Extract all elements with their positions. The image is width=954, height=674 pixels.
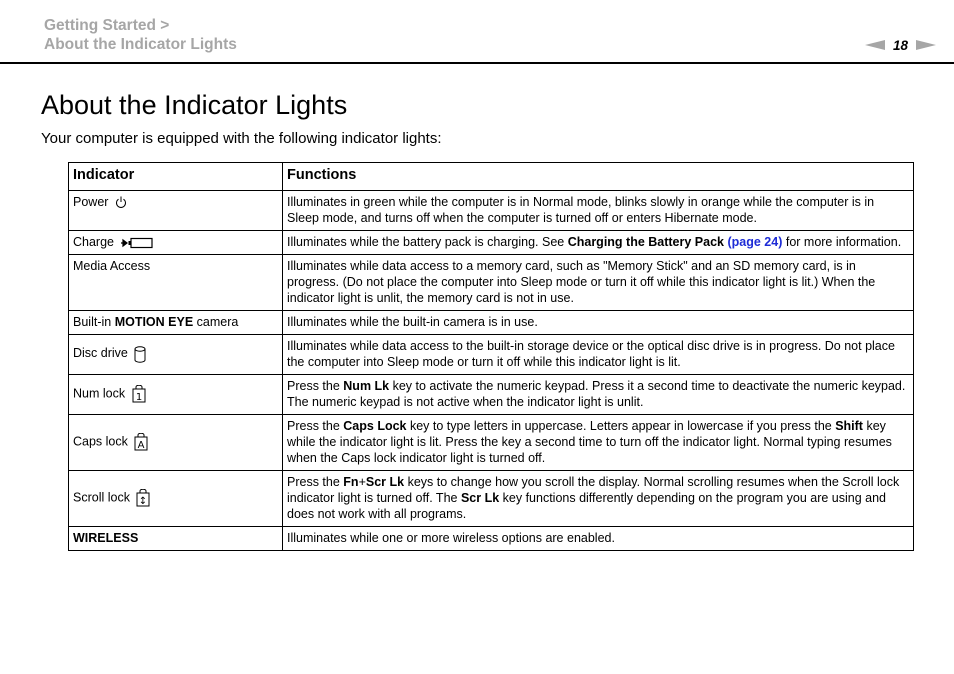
breadcrumb-parent[interactable]: Getting Started >: [44, 17, 170, 34]
disc-drive-icon: [134, 346, 146, 363]
table-row: [69, 471, 914, 527]
indicator-cell: [69, 375, 283, 415]
indicator-name: Num lock: [73, 386, 126, 401]
indicator-name: Charge: [73, 235, 114, 249]
page-link[interactable]: (page 24): [727, 235, 783, 249]
functions-cell: Press the Caps Lock key to type letters in uppercase. Letters appear in lowercase if you press the Shift key while the indicator light is lit. Press the key a second time to turn off the indicator light. Normal typing resumes when the Caps lock indicator light is turned off.: [283, 415, 914, 471]
indicator-name: Power: [73, 195, 109, 209]
breadcrumb-current: About the Indicator Lights: [44, 36, 237, 53]
caps-lock-icon: [134, 433, 148, 451]
svg-text:1: 1: [135, 392, 142, 403]
svg-text:↕: ↕: [139, 496, 148, 507]
indicator-name: WIRELESS: [73, 531, 139, 545]
functions-cell: Illuminates while the built-in camera is in use.: [283, 311, 914, 335]
intro-text: Your computer is equipped with the following indicator lights:: [41, 130, 442, 147]
indicator-table: [68, 162, 914, 551]
page-number: 18: [892, 37, 908, 53]
indicator-name: Media Access: [73, 259, 151, 273]
page-title: About the Indicator Lights: [41, 90, 348, 120]
battery-charge-icon: [120, 237, 154, 249]
scroll-lock-icon: [136, 489, 150, 507]
indicator-cell: [69, 527, 283, 551]
indicator-cell: [69, 471, 283, 527]
indicator-name: Caps lock: [73, 434, 128, 449]
column-header-indicator: Indicator: [69, 163, 283, 191]
previous-page-arrow-icon[interactable]: [865, 40, 885, 50]
indicator-cell: Built-in MOTION EYE camera: [69, 311, 283, 335]
table-row: [69, 527, 914, 551]
breadcrumb: [44, 16, 237, 54]
column-header-functions: Functions: [283, 163, 914, 191]
functions-cell: Illuminates while data access to the built-in storage device or the optical disc drive is in progress. Do not place the computer into Sleep mode or turn it off while this indicator light is lit.: [283, 335, 914, 375]
table-row: [69, 311, 914, 335]
page-navigation: [865, 37, 936, 53]
indicator-name: Disc drive: [73, 346, 128, 361]
svg-text:A: A: [137, 440, 145, 451]
functions-cell: Press the Num Lk key to activate the numeric keypad. Press it a second time to deactivate the numeric keypad. The numeric keypad is not active when the indicator light is unlit.: [283, 375, 914, 415]
num-lock-icon: [132, 385, 146, 403]
table-header-row: [69, 163, 914, 191]
indicator-cell: [69, 231, 283, 255]
next-page-arrow-icon[interactable]: [916, 40, 936, 50]
indicator-cell: [69, 335, 283, 375]
table-row: [69, 231, 914, 255]
functions-cell: Illuminates while data access to a memory card, such as "Memory Stick" and an SD memory card, is in progress. (Do not place the computer into Sleep mode or turn it off while this indicator light is lit.) When the indicator light is unlit, the memory card is not in use.: [283, 255, 914, 311]
functions-cell: Illuminates while one or more wireless options are enabled.: [283, 527, 914, 551]
indicator-cell: [69, 255, 283, 311]
table-row: [69, 335, 914, 375]
functions-cell: Press the Fn+Scr Lk keys to change how you scroll the display. Normal scrolling resumes when the Scroll lock indicator light is turned off. The Scr Lk key functions differently depending on the program you are using and does not work with all programs.: [283, 471, 914, 527]
functions-cell: Illuminates while the battery pack is charging. See Charging the Battery Pack (page 24) for more information.: [283, 231, 914, 255]
power-icon: [115, 196, 127, 209]
functions-cell: Illuminates in green while the computer is in Normal mode, blinks slowly in orange while the computer is in Sleep mode, and turns off when the computer is turned off or enters Hibernate mode.: [283, 191, 914, 231]
indicator-name: Scroll lock: [73, 490, 130, 505]
indicator-cell: [69, 191, 283, 231]
table-row: [69, 191, 914, 231]
indicator-cell: [69, 415, 283, 471]
table-row: [69, 375, 914, 415]
table-row: [69, 255, 914, 311]
header-rule: [0, 62, 954, 64]
table-row: [69, 415, 914, 471]
